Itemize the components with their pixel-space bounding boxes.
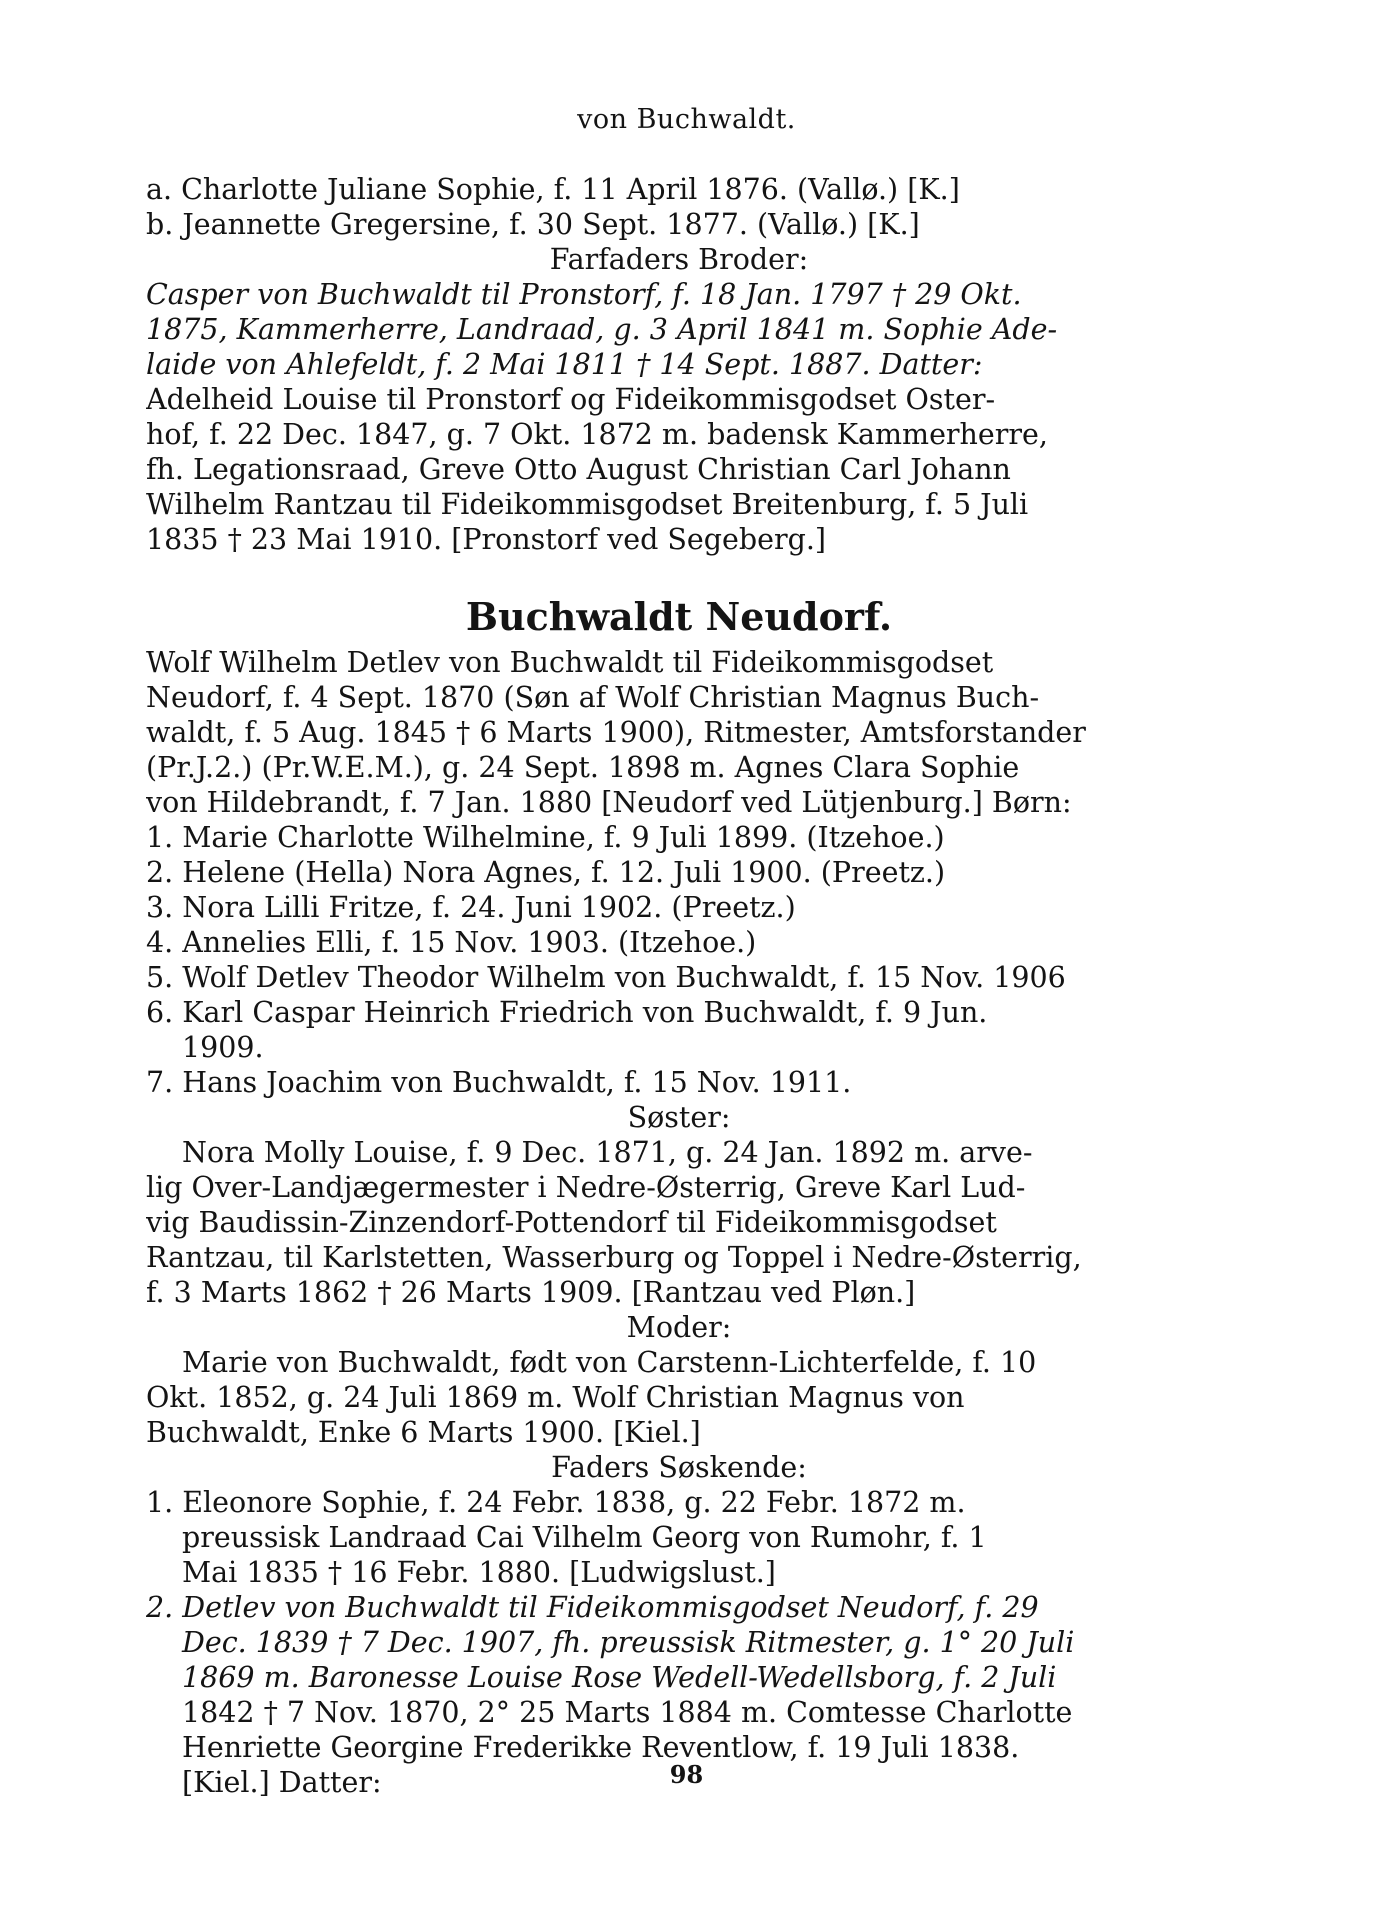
text-line: Dec. 1839 † 7 Dec. 1907, fh. preussisk Ritmester, g. 1° 20 Juli (182, 1626, 1075, 1659)
text-line: Neudorf, f. 4 Sept. 1870 (Søn af Wolf Christian Magnus Buch- (146, 681, 1040, 714)
text-line: von Hildebrandt, f. 7 Jan. 1880 [Neudorf ved Lütjenburg.] Børn: (146, 786, 1072, 819)
text-line: Henriette Georgine Frederikke Reventlow, f. 19 Juli 1838. (182, 1731, 1020, 1764)
text-line: hof, f. 22 Dec. 1847, g. 7 Okt. 1872 m. badensk Kammerherre, (146, 418, 1048, 451)
text-line: b. Jeannette Gregersine, f. 30 Sept. 1877. (Vallø.) [K.] (146, 208, 920, 241)
text-line: Buchwaldt, Enke 6 Marts 1900. [Kiel.] (146, 1416, 701, 1449)
text-line: lig Over-Landjægermester i Nedre-Østerrig, Greve Karl Lud- (146, 1171, 1026, 1204)
text-line: 1842 † 7 Nov. 1870, 2° 25 Marts 1884 m. Comtesse Charlotte (182, 1696, 1073, 1729)
list-item: 4. Annelies Elli, f. 15 Nov. 1903. (Itzehoe.) (146, 926, 757, 959)
list-item: 5. Wolf Detlev Theodor Wilhelm von Buchwaldt, f. 15 Nov. 1906 (146, 961, 1066, 994)
text-line: Marie von Buchwaldt, født von Carstenn-Lichterfelde, f. 10 (182, 1346, 1037, 1379)
text-line: 1869 m. Baronesse Louise Rose Wedell-Wedellsborg, f. 2 Juli (182, 1661, 1057, 1694)
text-line: Rantzau, til Karlstetten, Wasserburg og Toppel i Nedre-Østerrig, (146, 1241, 1082, 1274)
text-line: Nora Molly Louise, f. 9 Dec. 1871, g. 24 Jan. 1892 m. arve- (182, 1136, 1033, 1169)
text-line: vig Baudissin-Zinzendorf-Pottendorf til Fideikommisgodset (146, 1206, 997, 1239)
list-item: 1. Eleonore Sophie, f. 24 Febr. 1838, g. 22 Febr. 1872 m. (146, 1486, 966, 1519)
text-line: waldt, f. 5 Aug. 1845 † 6 Marts 1900), Ritmester, Amtsforstander (146, 716, 1086, 749)
text-line: Wolf Wilhelm Detlev von Buchwaldt til Fideikommisgodset (146, 646, 994, 679)
text-line: f. 3 Marts 1862 † 26 Marts 1909. [Rantzau ved Pløn.] (146, 1276, 916, 1309)
text-line: 1835 † 23 Mai 1910. [Pronstorf ved Segeberg.] (146, 523, 827, 556)
text-line: Wilhelm Rantzau til Fideikommisgodset Breitenburg, f. 5 Juli (146, 488, 1029, 521)
subheading: Moder: (626, 1311, 732, 1344)
subheading: Søster: (627, 1101, 731, 1134)
section-title: Buchwaldt Neudorf. (465, 594, 893, 639)
page-number: 98 (669, 1760, 704, 1789)
subheading: Faders Søskende: (551, 1451, 807, 1484)
text-line: a. Charlotte Juliane Sophie, f. 11 April 1876. (Vallø.) [K.] (146, 173, 960, 206)
subheading: Farfaders Broder: (549, 243, 809, 276)
text-line: (Pr.J.2.) (Pr.W.E.M.), g. 24 Sept. 1898 m. Agnes Clara Sophie (146, 751, 1020, 784)
list-item: 2. Detlev von Buchwaldt til Fideikommisgodset Neudorf, f. 29 (146, 1591, 1039, 1624)
list-item: 2. Helene (Hella) Nora Agnes, f. 12. Juli 1900. (Preetz.) (146, 856, 946, 889)
text-line: 1909. (182, 1031, 264, 1064)
list-item: 7. Hans Joachim von Buchwaldt, f. 15 Nov. 1911. (146, 1066, 852, 1099)
text-line: Casper von Buchwaldt til Pronstorf, f. 18 Jan. 1797 † 29 Okt. (146, 278, 1022, 311)
text-line: [Kiel.] Datter: (182, 1766, 382, 1799)
text-line: preussisk Landraad Cai Vilhelm Georg von Rumohr, f. 1 (182, 1521, 987, 1554)
text-line: 1875, Kammerherre, Landraad, g. 3 April 1841 m. Sophie Ade- (146, 313, 1058, 346)
list-item: 6. Karl Caspar Heinrich Friedrich von Buchwaldt, f. 9 Jun. (146, 996, 988, 1029)
body-text (146, 172, 1212, 1800)
list-item: 1. Marie Charlotte Wilhelmine, f. 9 Juli 1899. (Itzehoe.) (146, 821, 945, 854)
text-line: laide von Ahlefeldt, f. 2 Mai 1811 † 14 Sept. 1887. Datter: (146, 348, 983, 381)
text-line: Mai 1835 † 16 Febr. 1880. [Ludwigslust.] (182, 1556, 776, 1589)
text-line: Adelheid Louise til Pronstorf og Fideikommisgodset Oster- (146, 383, 996, 416)
list-item: 3. Nora Lilli Fritze, f. 24. Juni 1902. (Preetz.) (146, 891, 796, 924)
text-line: Okt. 1852, g. 24 Juli 1869 m. Wolf Christian Magnus von (146, 1381, 965, 1414)
text-line: fh. Legationsraad, Greve Otto August Christian Carl Johann (146, 453, 1011, 486)
running-header: von Buchwaldt. (577, 104, 796, 135)
